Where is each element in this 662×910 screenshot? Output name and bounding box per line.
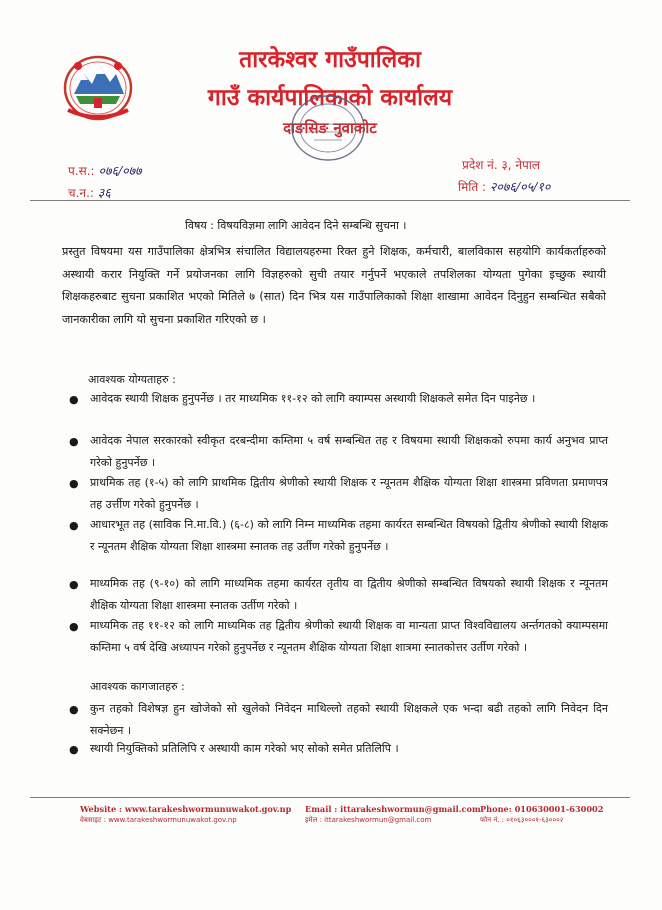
nepal-emblem-icon (60, 44, 136, 126)
intro-paragraph: प्रस्तुत विषयमा यस गाउँपालिका क्षेत्रभित्र संचालित विद्यालयहरुमा रिक्त हुने शिक्षक, कर्मचारी, बालविकास सहयोगि कार्यकर्ताहरुको अस्थायी करार नियुक्ति गर्ने प्रयोजनका लागि विज्ञहरुको सुची तयार गर्नुपर्ने भएकाले तपशिलका योग्यता पुगेका इच्छुक स्थायी शिक्षकहरुबाट सुचना प्रकाशित भएको मितिले ७ (सात) दिन भित्र यस गाउँपालिकाको शिक्षा शाखामा आवेदन दिनुहुन सम्बन्धित सबैको जानकारीका लागि यो सुचना प्रकाशित गरिएको छ । (62, 245, 606, 326)
header-divider (30, 200, 630, 201)
qualification-item: प्राथमिक तह (१-५) को लागि प्राथमिक द्वितीय श्रेणीको स्थायी शिक्षक र न्यूनतम शैक्षिक योग्यता शिक्षा शास्त्रमा प्रविणता प्रमाणपत्र तह उर्त्तीण गरेको हुनुपर्नेछ । (90, 476, 608, 511)
qualification-item: आधारभूत तह (साविक नि.मा.वि.) (६-८) को लागि निम्न माध्यमिक तहमा कार्यरत सम्बन्धित विषयको द्वितीय श्रेणीको स्थायी शिक्षक र न्यूनतम शैक्षिक योग्यता शिक्षा शास्त्रमा स्नातक तह उर्तीण गरेको हुनुपर्नेछ । (90, 518, 608, 553)
dispatch-number (68, 184, 111, 201)
bullet-icon: ● (69, 578, 79, 591)
province: प्रदेश नं. ३, नेपाल (462, 158, 541, 172)
footer-phone-np: फोन नं. : ०१०६३०००१-६३०००२ (480, 816, 564, 824)
document-item: कुन तहको विशेषज्ञ हुन खोजेको सो खुलेको निवेदन माथिल्लो तहको स्थायी शिक्षकले एक भन्दा बढी तहको लागि निवेदन दिन सक्नेछन । (90, 702, 608, 737)
date-value: २०७६/०५/१० (489, 179, 551, 194)
bullet-icon: ● (69, 519, 79, 532)
letter-date (458, 178, 550, 195)
dispatch-label: च.न.: (68, 186, 94, 200)
qualification-item: माध्यमिक तह ११-१२ को लागि माध्यमिक तह द्वितीय श्रेणीको स्थायी शिक्षक वा मान्यता प्राप्त विश्वविद्यालय अर्न्तगतको क्याम्पसमा कम्तिमा ५ वर्ष देखि अध्यापन गरेको हुनुपर्नेछ र न्यूनतम शैक्षिक योग्यता शिक्षा शात्रमा स्नातकोत्तर उर्तीण गरेको । (90, 619, 608, 654)
subject-line: विषय : विषयविज्ञमा लागि आवेदन दिने सम्बन्धि सुचना । (185, 219, 407, 232)
office-location: दाङसिङ नुवाकोट (283, 119, 377, 137)
bullet-icon: ● (69, 620, 79, 633)
reference-number (68, 162, 142, 179)
qualification-item: आवेदक स्थायी शिक्षक हुनुपर्नेछ । तर माध्यमिक ११-१२ को लागि क्याम्पस अस्थायी शिक्षकले समेत दिन पाइनेछ । (90, 392, 536, 405)
qualification-item: आवेदक नेपाल सरकारको स्वीकृत दरबन्दीमा कम्तिमा ५ वर्ष सम्बन्धित तह र विषयमा स्थायी शिक्षकको रुपमा कार्य अनुभव प्राप्त गरेको हुनुपर्नेछ । (90, 434, 608, 469)
date-label: मिति : (458, 180, 487, 194)
office-name: तारकेश्वर गाउँपालिका (239, 47, 421, 73)
bullet-icon: ● (69, 393, 79, 406)
footer-phone: Phone: 010630001-630002 (480, 804, 604, 814)
reference-value: ०७६/०७७ (98, 163, 142, 178)
footer-email: Email : ittarakeshwormun@gmail.com (305, 804, 481, 814)
reference-label: प.स.: (68, 164, 95, 178)
qualifications-heading: आवश्यक योग्यताहरु : (88, 373, 176, 386)
qualification-item: माध्यमिक तह (९-१०) को लागि माध्यमिक तहमा कार्यरत तृतीय वा द्वितीय श्रेणीको सम्बन्धित विषयको स्थायी शिक्षक र न्यूनतम शैक्षिक योग्यता शिक्षा शास्त्रमा स्नातक उर्तीण गरेको । (90, 577, 608, 612)
document-item: स्थायी नियुक्तिको प्रतिलिपि र अस्थायी काम गरेको भए सोको समेत प्रतिलिपि । (90, 742, 399, 755)
footer-website: Website : www.tarakeshwormunuwakot.gov.np (80, 804, 292, 814)
bullet-icon: ● (69, 743, 79, 756)
office-subtitle: गाउँ कार्यपालिकाको कार्यालय (207, 85, 453, 111)
footer-divider (30, 797, 630, 798)
documents-heading: आवश्यक कागजातहरु : (90, 680, 185, 693)
footer-website-np: वेबसाइट : www.tarakeshwormunuwakot.gov.np (80, 816, 237, 824)
dispatch-value: ३६ (97, 185, 111, 200)
office-stamp-icon (286, 90, 370, 166)
bullet-icon: ● (69, 477, 79, 490)
footer-email-np: इमेल : ittarakeshwormun@gmail.com (305, 816, 432, 824)
bullet-icon: ● (69, 435, 79, 448)
bullet-icon: ● (69, 703, 79, 716)
